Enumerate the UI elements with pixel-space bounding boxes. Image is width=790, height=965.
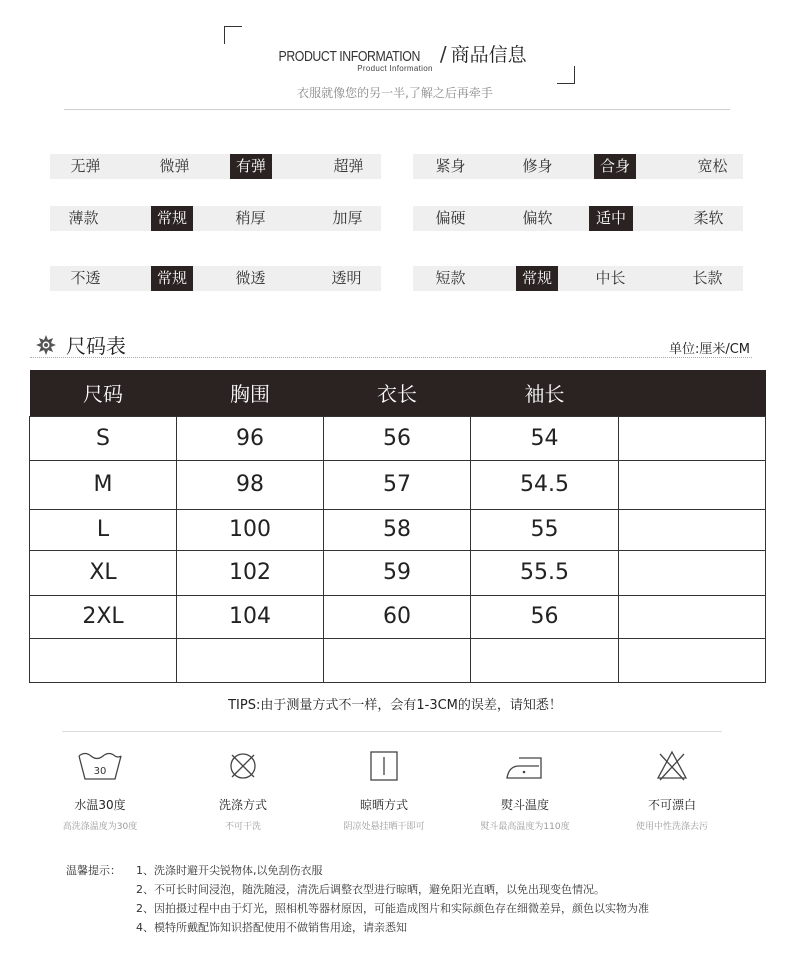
wash-temp-badge: 30: [93, 766, 107, 777]
attr-option: 偏硬: [435, 209, 466, 227]
table-cell: [177, 638, 324, 682]
attr-option-selected: 常规: [151, 266, 193, 291]
attr-option: 中长: [595, 269, 626, 287]
tips-divider: [62, 731, 722, 732]
table-cell: S: [30, 416, 177, 460]
attr-option: 短款: [435, 269, 466, 287]
table-row: [30, 550, 766, 595]
table-cell: 55.5: [471, 550, 619, 595]
care-sublabel: 熨斗最高温度为110度: [480, 822, 570, 832]
page-title: [0, 40, 790, 67]
table-cell: 55: [471, 509, 619, 550]
note-item: 2、因拍摄过程中由于灯光，照相机等器材原因，可能造成图片和实际颜色存在细微差异，颜色以实物为准: [136, 902, 649, 915]
attr-option: 薄款: [68, 209, 99, 227]
table-row: [30, 595, 766, 638]
table-cell: [619, 416, 766, 460]
table-cell: [619, 638, 766, 682]
care-label: 洗涤方式: [218, 798, 267, 812]
attr-option: 宽松: [697, 157, 728, 175]
table-cell: 98: [177, 460, 324, 509]
table-cell: 100: [177, 509, 324, 550]
attr-option: 无弹: [70, 157, 101, 175]
attr-option-selected: 合身: [594, 154, 636, 179]
tips-text: TIPS:由于测量方式不一样，会有1-3CM的误差，请知悉！: [228, 698, 562, 713]
attr-option-selected: 适中: [589, 206, 633, 231]
table-cell: 2XL: [30, 595, 177, 638]
table-header-cell: 胸围: [177, 370, 324, 416]
attr-option: 透明: [331, 269, 362, 287]
care-sublabel: 不可干洗: [224, 822, 261, 832]
table-cell: [619, 550, 766, 595]
care-label: 水温30度: [74, 798, 126, 812]
attr-option: 微弹: [159, 157, 190, 175]
table-cell: 102: [177, 550, 324, 595]
table-cell: [324, 638, 471, 682]
table-header-cell: 尺码: [30, 370, 177, 416]
note-item: 2、不可长时间浸泡，随洗随浸，清洗后调整衣型进行晾晒，避免阳光直晒，以免出现变色情况。: [136, 883, 605, 896]
attr-option: 柔软: [693, 209, 724, 227]
attr-option-selected: 有弹: [230, 154, 272, 179]
table-cell: 58: [324, 509, 471, 550]
care-label: 晾晒方式: [359, 798, 408, 812]
care-item-ironing: [455, 748, 595, 832]
note-item: 4、模特所戴配饰知识搭配使用不做销售用途，请亲悉知: [136, 921, 407, 934]
table-cell: [619, 595, 766, 638]
table-header-cell: 袖长: [471, 370, 619, 416]
attr-bar-length: [413, 266, 743, 291]
attr-option: 长款: [692, 269, 723, 287]
attr-option: 不透: [70, 269, 101, 287]
table-cell: 96: [177, 416, 324, 460]
table-cell: 59: [324, 550, 471, 595]
care-label: 不可漂白: [647, 798, 696, 812]
attr-option: 紧身: [435, 157, 466, 175]
table-cell: [619, 460, 766, 509]
attr-option: 加厚: [332, 209, 363, 227]
attr-option-selected: 常规: [516, 266, 558, 291]
table-cell: 56: [324, 416, 471, 460]
table-cell: [30, 638, 177, 682]
table-cell: M: [30, 460, 177, 509]
table-cell: XL: [30, 550, 177, 595]
care-item-drying: [314, 748, 454, 832]
care-sublabel: 使用中性洗涤去污: [635, 822, 708, 832]
attr-bar-fit: [413, 154, 743, 179]
attr-option: 稍厚: [235, 209, 266, 227]
table-cell: [619, 509, 766, 550]
table-cell: 54: [471, 416, 619, 460]
care-label: 熨斗温度: [500, 798, 549, 812]
attr-bar-softness: [413, 206, 743, 231]
table-cell: 57: [324, 460, 471, 509]
table-row: [30, 638, 766, 682]
attr-option-selected: 常规: [151, 206, 193, 231]
table-cell: 60: [324, 595, 471, 638]
title-chinese: 商品信息: [450, 44, 527, 66]
hang-dry-icon: [360, 748, 408, 782]
care-sublabel: 高洗涤温度为30度: [62, 822, 138, 832]
care-sublabel: 阴凉处悬挂晒干即可: [343, 822, 425, 832]
table-row: [30, 460, 766, 509]
size-chart-title: 尺码表: [66, 334, 126, 358]
attr-bar-thickness: [50, 206, 381, 231]
notes-label: 温馨提示：: [66, 864, 121, 877]
no-hand-wash-icon: [219, 748, 267, 782]
care-item-bleach: [602, 748, 742, 832]
care-item-wash: [30, 748, 170, 832]
iron-icon: [501, 748, 549, 782]
table-cell: 104: [177, 595, 324, 638]
table-header-cell: [619, 370, 766, 416]
section-divider: [30, 357, 752, 358]
attr-option: 超弹: [333, 157, 364, 175]
subtitle-english: Product Information: [357, 64, 433, 73]
attr-option: 微透: [235, 269, 266, 287]
wash-30-icon: [76, 748, 124, 782]
attr-option: 修身: [522, 157, 553, 175]
table-cell: 56: [471, 595, 619, 638]
table-row: [30, 416, 766, 460]
title-english: PRODUCT INFORMATION: [278, 48, 421, 65]
table-header-row: [30, 370, 766, 416]
note-item: 1、洗涤时避开尖锐物体,以免刮伤衣服: [136, 864, 323, 877]
header-divider: [64, 109, 730, 110]
size-table: [29, 370, 766, 683]
table-cell: L: [30, 509, 177, 550]
table-cell: 54.5: [471, 460, 619, 509]
table-header-cell: 衣长: [324, 370, 471, 416]
attr-bar-transparency: [50, 266, 381, 291]
size-chart-unit: 单位:厘米/CM: [668, 342, 750, 357]
no-bleach-icon: [648, 748, 696, 782]
gear-icon: [36, 335, 56, 355]
tagline: 衣服就像您的另一半,了解之后再牵手: [297, 86, 493, 100]
table-cell: [471, 638, 619, 682]
attr-option: 偏软: [522, 209, 553, 227]
table-row: [30, 509, 766, 550]
title-separator: /: [439, 42, 447, 66]
care-item-washing-method: [173, 748, 313, 832]
attr-bar-elasticity: [50, 154, 381, 179]
